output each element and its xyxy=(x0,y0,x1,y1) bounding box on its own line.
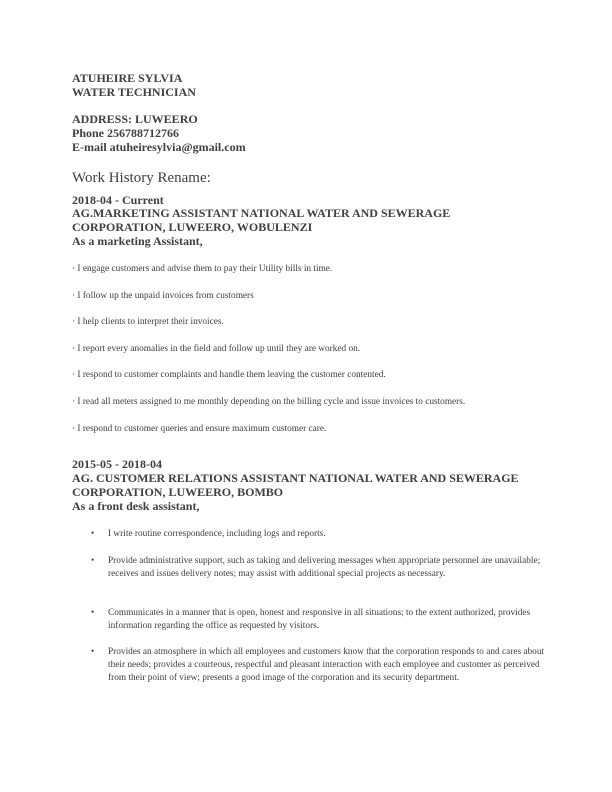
job2-duty: Communicates in a manner that is open, honest and responsive in all situations; to the extent authorized, provides information regarding the office as requested by visitors. xyxy=(108,608,531,631)
bullet-icon: • xyxy=(91,529,95,539)
job1-duty: · I read all meters assigned to me monthly depending on the billing cycle and issue invoices to customers. xyxy=(72,397,466,407)
job2-duty: I write routine correspondence, including logs and reports. xyxy=(108,529,326,539)
job1-duty: · I respond to customer queries and ensure maximum customer care. xyxy=(72,424,327,434)
applicant-name: ATUHEIRE SYLVIA xyxy=(72,71,183,85)
applicant-title: WATER TECHNICIAN xyxy=(72,85,196,99)
bullet-icon: • xyxy=(91,647,95,657)
job2-title-line1: AG. CUSTOMER RELATIONS ASSISTANT NATIONAL WATER AND SEWERAGE xyxy=(72,471,519,485)
job1-duty: · I follow up the unpaid invoices from customers xyxy=(72,291,254,301)
job2-title-line2: CORPORATION, LUWEERO, BOMBO xyxy=(72,485,284,499)
job1-dates: 2018-04 - Current xyxy=(72,193,164,207)
job2-duty: Provide administrative support, such as taking and delivering messages when appropriate personnel are unavailable; receives and issues delivery notes; may assist with additional special projects as necessary. xyxy=(108,556,541,579)
bullet-icon: • xyxy=(91,608,95,618)
address-line: ADDRESS: LUWEERO xyxy=(72,112,198,126)
section-title: Work History Rename: xyxy=(72,170,211,186)
bullet-icon: • xyxy=(91,556,95,566)
job1-title-line1: AG.MARKETING ASSISTANT NATIONAL WATER AND SEWERAGE xyxy=(72,206,451,220)
job1-duty: · I report every anomalies in the field and follow up until they are worked on. xyxy=(72,344,361,354)
job1-duty: · I help clients to interpret their invoices. xyxy=(72,317,224,327)
job2-dates: 2015-05 - 2018-04 xyxy=(72,457,162,471)
job1-duty: · I respond to customer complaints and handle them leaving the customer contented. xyxy=(72,370,386,380)
phone-line: Phone 256788712766 xyxy=(72,126,180,140)
job1-title-line2: CORPORATION, LUWEERO, WOBULENZI xyxy=(72,220,313,234)
job1-duty: · I engage customers and advise them to pay their Utility bills in time. xyxy=(72,264,333,274)
job2-duty: Provides an atmosphere in which all employees and customers know that the corporation responds to and cares about their needs; provides a courteous, respectful and pleasant interaction with each employee and customer as perceived from their point of view; presents a good image of the corporation and its security department. xyxy=(108,647,545,683)
email-line: E-mail atuheiresylvia@gmail.com xyxy=(72,140,246,154)
job2-role: As a front desk assistant, xyxy=(72,499,200,513)
job1-role: As a marketing Assistant, xyxy=(72,234,203,248)
